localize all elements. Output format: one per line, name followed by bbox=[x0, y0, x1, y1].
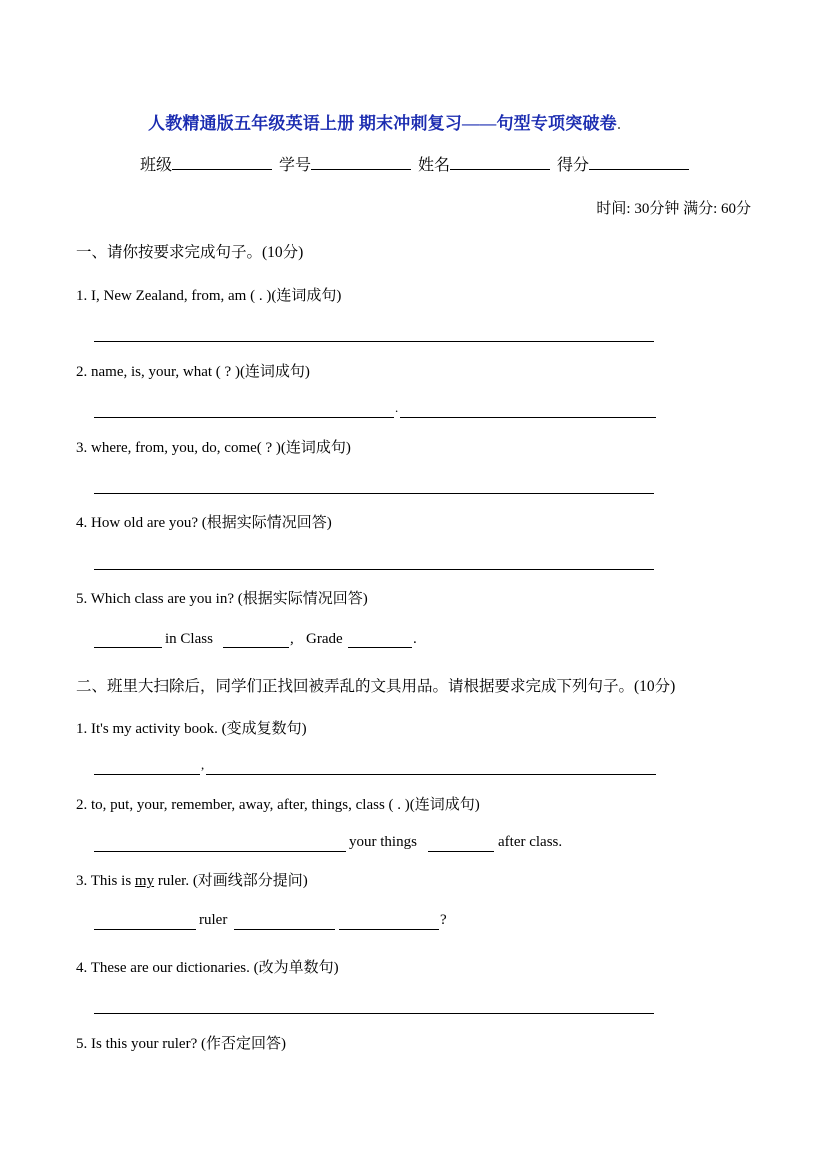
s1-q5-comma: , bbox=[290, 631, 294, 647]
s2-question-3 bbox=[76, 869, 308, 890]
s2-q3-text-post: ruler. (对画线部分提问) bbox=[154, 873, 308, 889]
s1-q5-blank-1[interactable] bbox=[94, 647, 162, 648]
time-info: 时间: 30分钟 满分: 60分 bbox=[596, 201, 751, 217]
s1-q4-answer-line[interactable] bbox=[94, 569, 654, 570]
s2-q3-underlined-word: my bbox=[134, 873, 155, 889]
page-title bbox=[148, 109, 621, 134]
id-blank[interactable] bbox=[311, 155, 411, 170]
s2-q2-after-class: after class. bbox=[498, 834, 563, 850]
class-blank[interactable] bbox=[172, 155, 272, 170]
student-info-row bbox=[140, 152, 692, 175]
s1-question-2: 2. name, is, your, what ( ? )(连词成句) bbox=[76, 364, 310, 380]
s1-q2-answer-line-a[interactable] bbox=[94, 417, 394, 418]
s1-question-4: 4. How old are you? (根据实际情况回答) bbox=[76, 515, 332, 531]
s1-question-5: 5. Which class are you in? (根据实际情况回答) bbox=[76, 591, 368, 607]
section2-heading: 二、班里大扫除后，同学们正找回被弄乱的文具用品。请根据要求完成下列句子。(10分) bbox=[76, 678, 676, 695]
s2-q2-blank-1[interactable] bbox=[94, 851, 346, 852]
s1-q2-dot: . bbox=[395, 400, 399, 415]
s2-q3-blank-1[interactable] bbox=[94, 929, 196, 930]
s2-q2-blank-2[interactable] bbox=[428, 851, 494, 852]
id-label: 学号 bbox=[279, 157, 312, 174]
title-text: 人教精通版五年级英语上册 期末冲刺复习——句型专项突破卷 bbox=[148, 114, 617, 133]
name-blank[interactable] bbox=[450, 155, 550, 170]
class-label: 班级 bbox=[140, 157, 173, 174]
s2-question-1: 1. It's my activity book. (变成复数句) bbox=[76, 721, 307, 737]
s2-q3-text-pre: 3. This is bbox=[76, 873, 135, 889]
s2-question-4: 4. These are our dictionaries. (改为单数句) bbox=[76, 960, 339, 976]
s2-q3-blank-2[interactable] bbox=[234, 929, 335, 930]
s1-q5-in-class: in Class bbox=[165, 631, 213, 647]
s2-question-2: 2. to, put, your, remember, away, after, things, class ( . )(连词成句) bbox=[76, 797, 480, 813]
s1-q1-answer-line[interactable] bbox=[94, 341, 654, 342]
s2-q3-question-mark: ? bbox=[440, 912, 447, 928]
s2-q1-comma: , bbox=[201, 757, 205, 772]
s2-q2-your-things: your things bbox=[349, 834, 417, 850]
s2-q3-ruler: ruler bbox=[199, 912, 228, 928]
s1-q5-grade: Grade bbox=[306, 631, 343, 647]
title-dot: . bbox=[616, 114, 622, 133]
section1-heading: 一、请你按要求完成句子。(10分) bbox=[76, 244, 304, 261]
name-label: 姓名 bbox=[418, 157, 451, 174]
s2-q4-answer-line[interactable] bbox=[94, 1013, 654, 1014]
s2-q1-answer-line-a[interactable] bbox=[94, 774, 200, 775]
s1-q5-blank-2[interactable] bbox=[223, 647, 289, 648]
s1-question-3: 3. where, from, you, do, come( ? )(连词成句) bbox=[76, 440, 351, 456]
score-blank[interactable] bbox=[589, 155, 689, 170]
s2-q3-blank-3[interactable] bbox=[339, 929, 439, 930]
s1-question-1: 1. I, New Zealand, from, am ( . )(连词成句) bbox=[76, 288, 342, 304]
score-label: 得分 bbox=[557, 157, 590, 174]
s1-q5-blank-3[interactable] bbox=[348, 647, 412, 648]
s1-q2-answer-line-b[interactable] bbox=[400, 417, 656, 418]
s1-q5-end: . bbox=[413, 631, 417, 647]
s1-q3-answer-line[interactable] bbox=[94, 493, 654, 494]
s2-question-5: 5. Is this your ruler? (作否定回答) bbox=[76, 1036, 286, 1052]
s2-q1-answer-line-b[interactable] bbox=[206, 774, 656, 775]
